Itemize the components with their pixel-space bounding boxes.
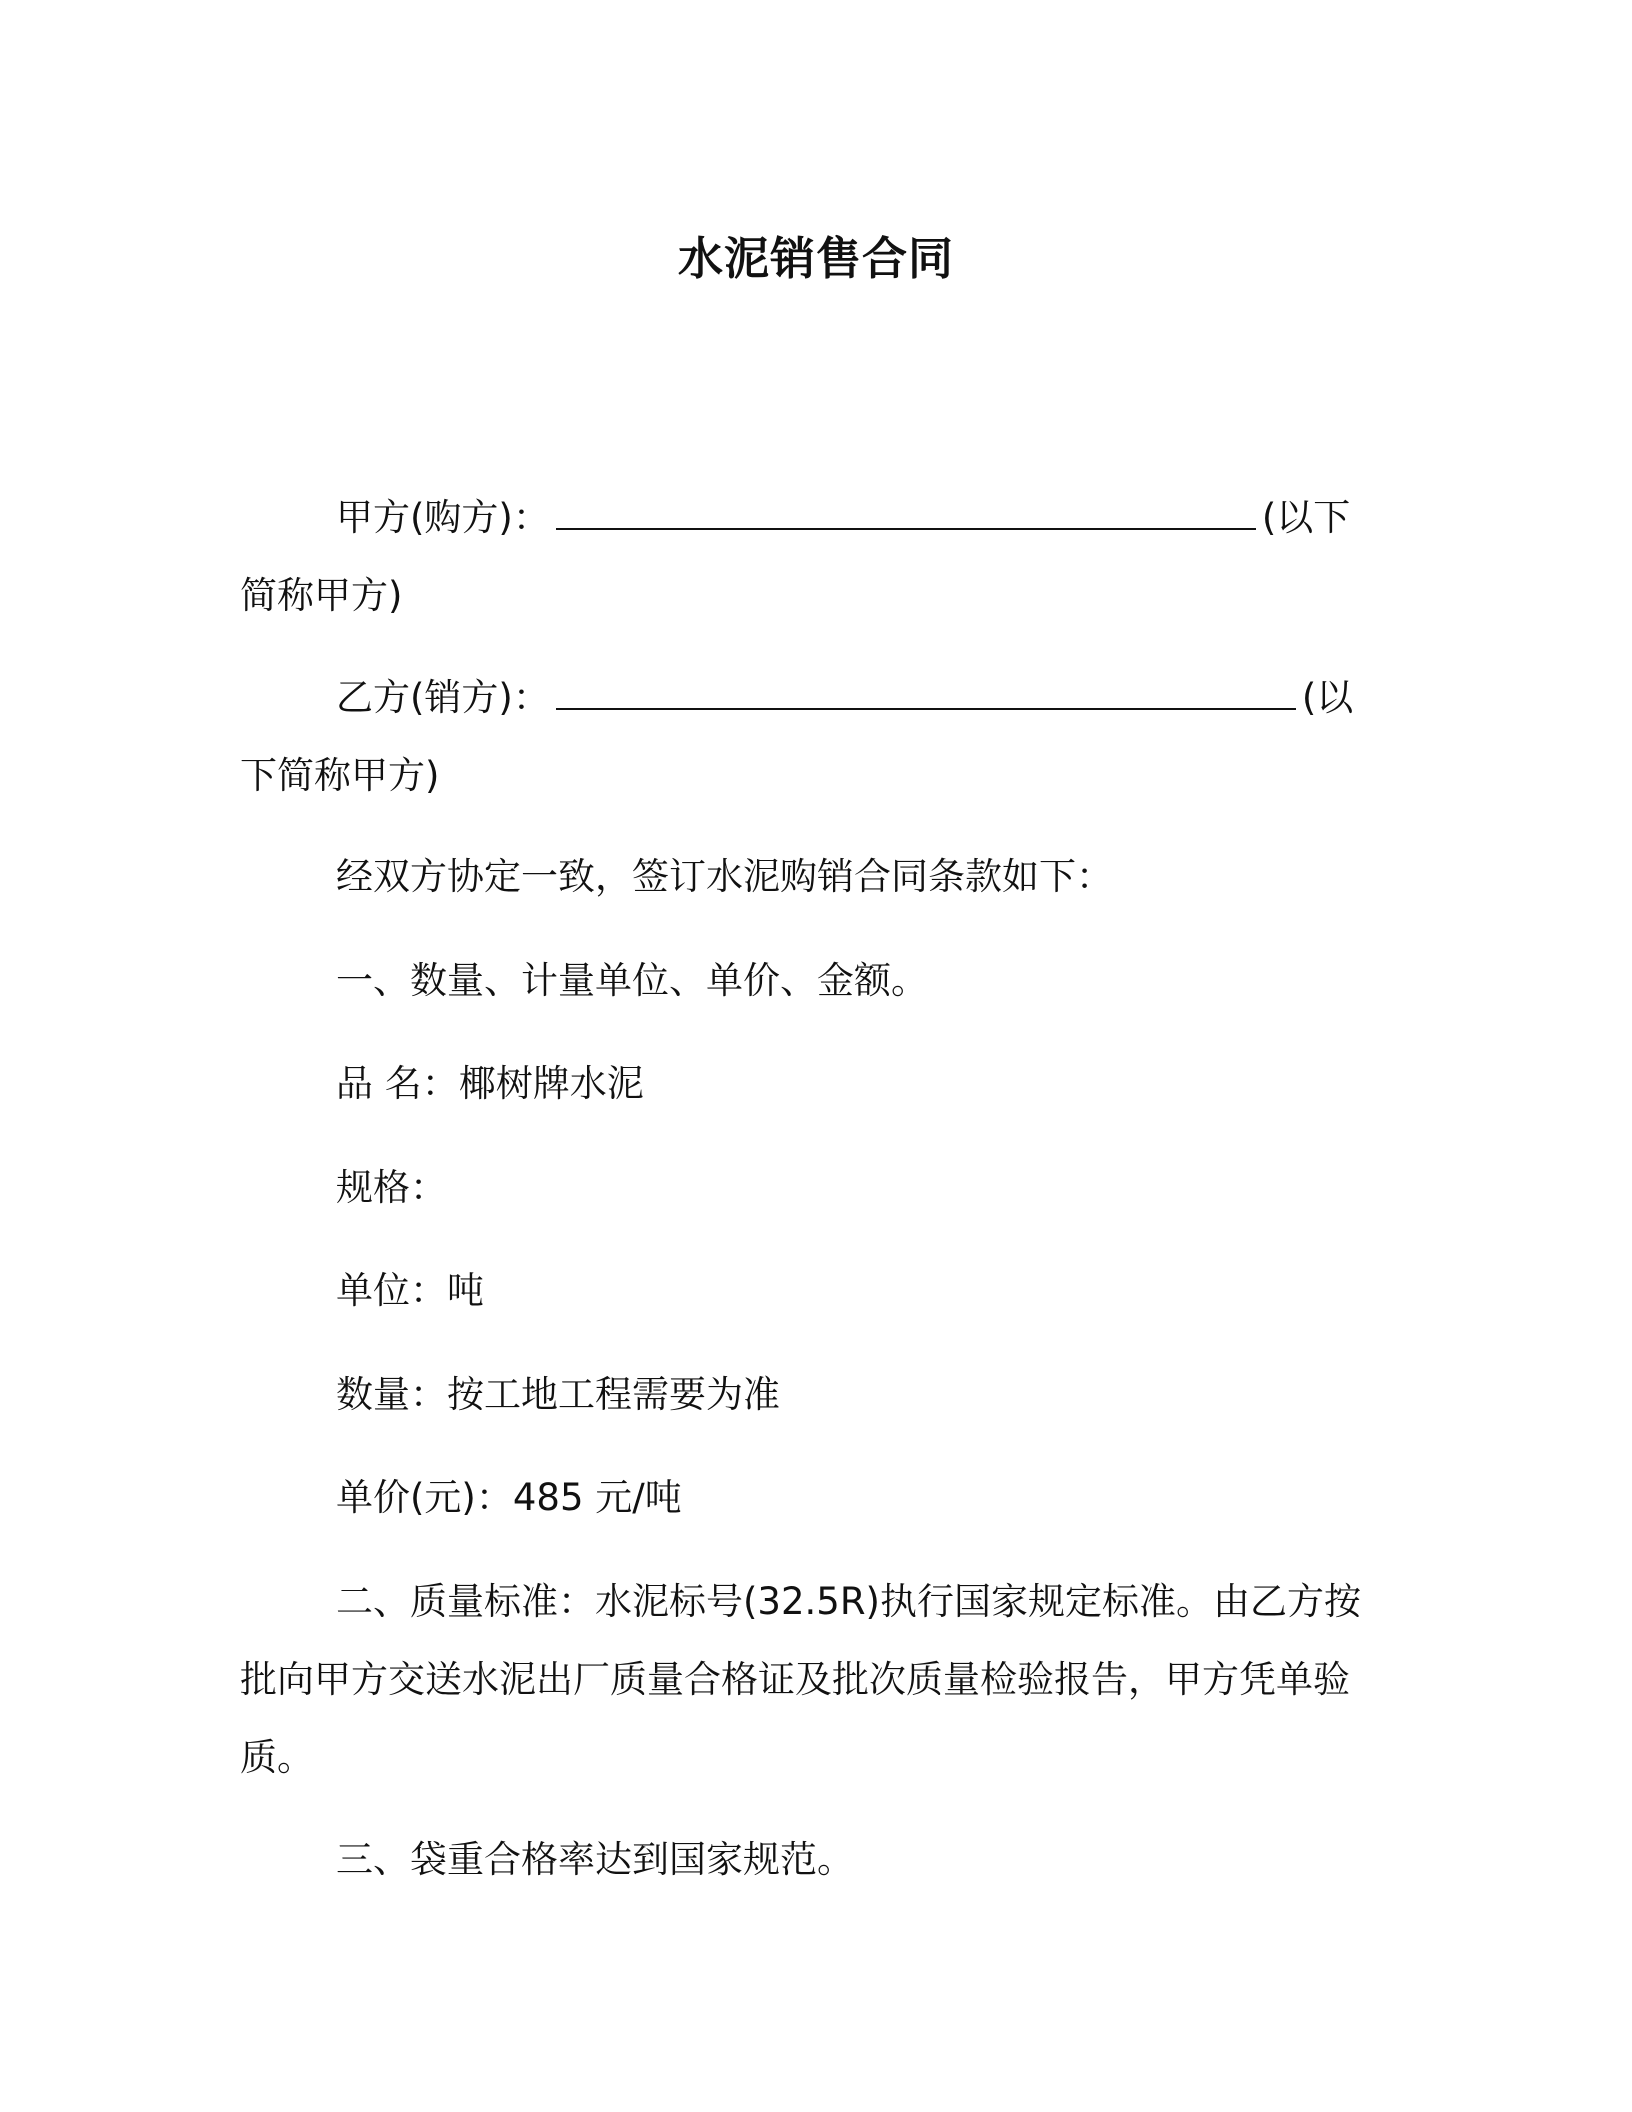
spec-text: 规格： [336,1166,447,1209]
product-name-text: 品 名：椰树牌水泥 [336,1062,644,1105]
party-b-label: 乙方(销方)： [336,676,550,719]
section-2-line-1: 二、质量标准：水泥标号(32.5R)执行国家规定标准。由乙方按 [336,1580,1361,1623]
spec-line [240,1149,1360,1227]
party-a-label: 甲方(购方)： [336,496,550,539]
unit-price-text: 单价(元)：485 元/吨 [336,1476,682,1519]
party-b-suffix-2: 下简称甲方) [240,754,440,797]
unit-text: 单位：吨 [336,1269,484,1312]
party-b-paragraph [240,659,1360,815]
document-title: 水泥销售合同 [677,232,954,285]
section-2-paragraph [240,1563,1360,1797]
quantity-line [240,1356,1360,1434]
intro-text: 经双方协定一致，签订水泥购销合同条款如下： [336,855,1113,898]
section-2-line-2: 批向甲方交送水泥出厂质量合格证及批次质量检验报告，甲方凭单验 [240,1658,1350,1701]
party-a-suffix-1: (以下 [1261,496,1351,539]
quantity-text: 数量：按工地工程需要为准 [336,1373,780,1416]
party-a-blank [556,494,1256,530]
section-1-text: 一、数量、计量单位、单价、金额。 [336,959,928,1002]
section-1-heading [240,942,1360,1020]
party-a-suffix-2: 简称甲方) [240,574,403,617]
section-2-line-3: 质。 [240,1736,314,1779]
party-b-blank [556,674,1296,710]
unit-price-line [240,1459,1360,1537]
section-3-paragraph [240,1821,1360,1899]
intro-paragraph [240,838,1360,916]
party-a-paragraph [240,479,1360,635]
product-name-line [240,1045,1360,1123]
party-b-suffix-1: (以 [1301,676,1354,719]
unit-line [240,1252,1360,1330]
section-3-text: 三、袋重合格率达到国家规范。 [336,1838,854,1881]
